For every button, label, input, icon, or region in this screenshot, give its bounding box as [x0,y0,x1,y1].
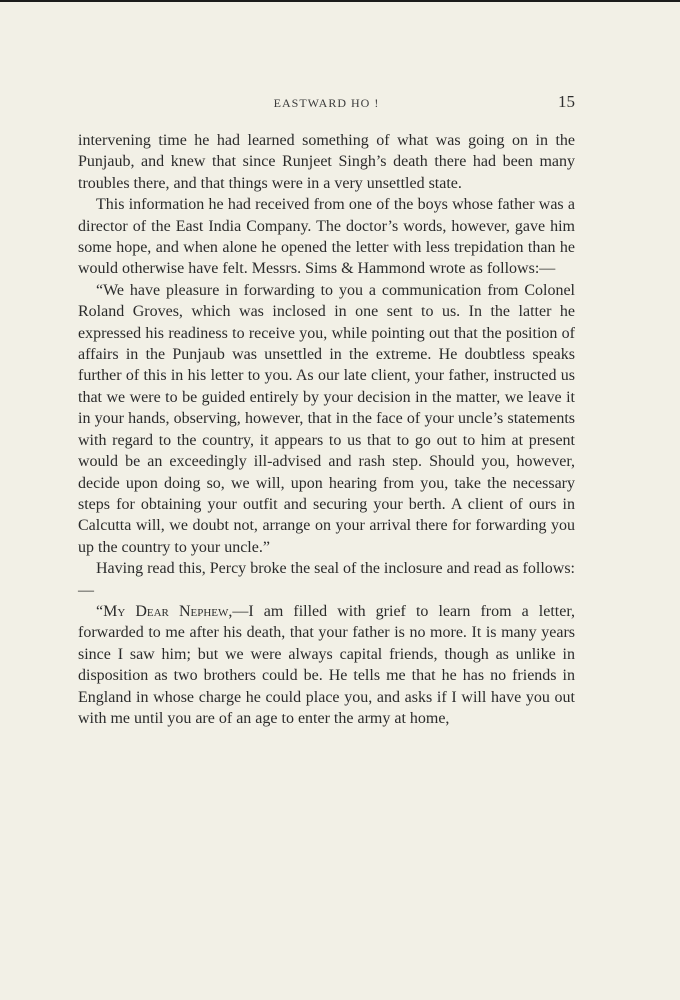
open-quote: “ [96,602,104,620]
paragraph: “We have pleasure in forwarding to you a communication from Colonel Roland Groves, which was inclosed in one sent to us. In the latter he expressed his readiness to receive you, while pointing out that the position of affairs in the Punjaub was unsettled in the extreme. He doubtless speaks further of this in his letter to you. As our late client, your father, instructed us that we were to be guided entirely by your decision in the matter, we leave it in your hands, observing, however, that in the face of your uncle’s statements with regard to the country, it appears to us that to go out to him at present would be an exceedingly ill-advised and rash step. Should you, however, decide upon doing so, we will, upon hearing from you, take the necessary steps for obtaining your outfit and securing your berth. A client of ours in Calcutta will, we doubt not, arrange on your arrival there for forwarding you up the country to your uncle.” [78,281,575,556]
running-title: EASTWARD HO ! [273,96,380,110]
paragraph: Having read this, Percy broke the seal of the inclosure and read as follows:— [78,560,575,599]
letter-text: —I am filled with grief to learn from a letter, forwarded to me after his death, that your father is no more. It is many years since I saw him; but we were always capital friends, though as unlike in disposition as two brothers could be. He tells me that he has no friends in England in whose charge he could place you, and asks if I will have you out with me until you are of an age to enter the army at home, [78,602,576,727]
letter-salutation: My Dear Nephew, [103,602,233,620]
paragraph: intervening time he had learned something of what was going on in the Punjaub, and knew that since Runjeet Singh’s death there had been many troubles there, and that things were in a very unsettled state. [78,132,575,192]
body-text [78,130,575,729]
running-header [78,92,575,112]
page-number: 15 [558,92,575,111]
paragraph: This information he had received from one of the boys whose father was a director of the East India Company. The doctor’s words, however, gave him some hope, and when alone he opened the letter with less trepidation than he would otherwise have felt. Messrs. Sims & Hammond wrote as follows:— [78,196,575,278]
paragraph [78,601,575,729]
